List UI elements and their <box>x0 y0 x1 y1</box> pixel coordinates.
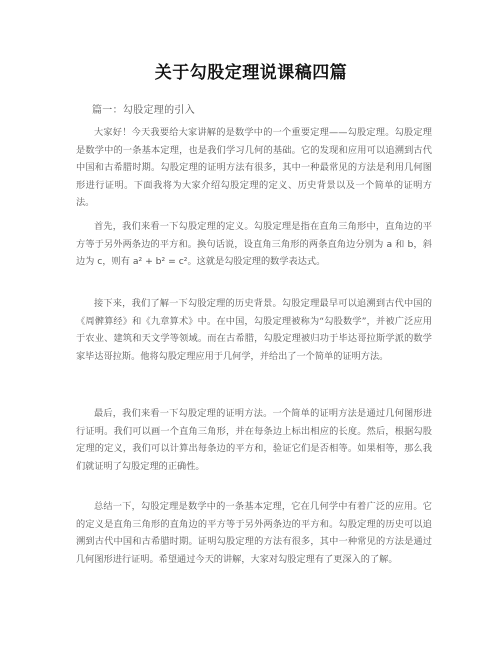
section-heading: 篇一：勾股定理的引入 <box>92 105 195 116</box>
paragraph-history: 接下来，我们了解一下勾股定理的历史背景。勾股定理最早可以追溯到古代中国的《周髀算经》和《九章算术》中。在中国，勾股定理被称为“勾股数学”，并被广泛应用于农业、建筑和天文学等领域。而在古希腊，勾股定理被归功于毕达哥拉斯学派的数学家毕达哥拉斯。他将勾股定理应用于几何学，并给出了一个简单的证明方法。 <box>76 298 432 362</box>
paragraph-summary: 总结一下，勾股定理是数学中的一条基本定理，它在几何学中有着广泛的应用。它的定义是直角三角形的直角边的平方等于另外两条边的平方和。勾股定理的历史可以追溯到古代中国和古希腊时期。证明勾股定理的方法有很多，其中一种常见的方法是通过几何图形进行证明。希望通过今天的讲解，大家对勾股定理有了更深入的了解。 <box>76 501 432 565</box>
paragraph-proof: 最后，我们来看一下勾股定理的证明方法。一个简单的证明方法是通过几何图形进行证明。我们可以画一个直角三角形，并在每条边上标出相应的长度。然后，根据勾股定理的定义，我们可以计算出每条边的平方和，验证它们是否相等。如果相等，那么我们就证明了勾股定理的正确性。 <box>76 408 432 472</box>
paragraph-intro: 大家好！今天我要给大家讲解的是数学中的一个重要定理——勾股定理。勾股定理是数学中的一条基本定理，也是我们学习几何的基础。它的发现和应用可以追溯到古代中国和古希腊时期。勾股定理的证明方法有很多，其中一种最常见的方法是利用几何图形进行证明。下面我将为大家介绍勾股定理的定义、历史背景以及一个简单的证明方法。 <box>76 127 432 209</box>
document-title: 关于勾股定理说课稿四篇 <box>154 63 348 83</box>
paragraph-definition: 首先，我们来看一下勾股定理的定义。勾股定理是指在直角三角形中，直角边的平方等于另外两条边的平方和。换句话说，设直角三角形的两条直角边分别为 a 和 b，斜边为 c，则有 a² + b² = c²。这就是勾股定理的数学表达式。 <box>76 221 432 268</box>
